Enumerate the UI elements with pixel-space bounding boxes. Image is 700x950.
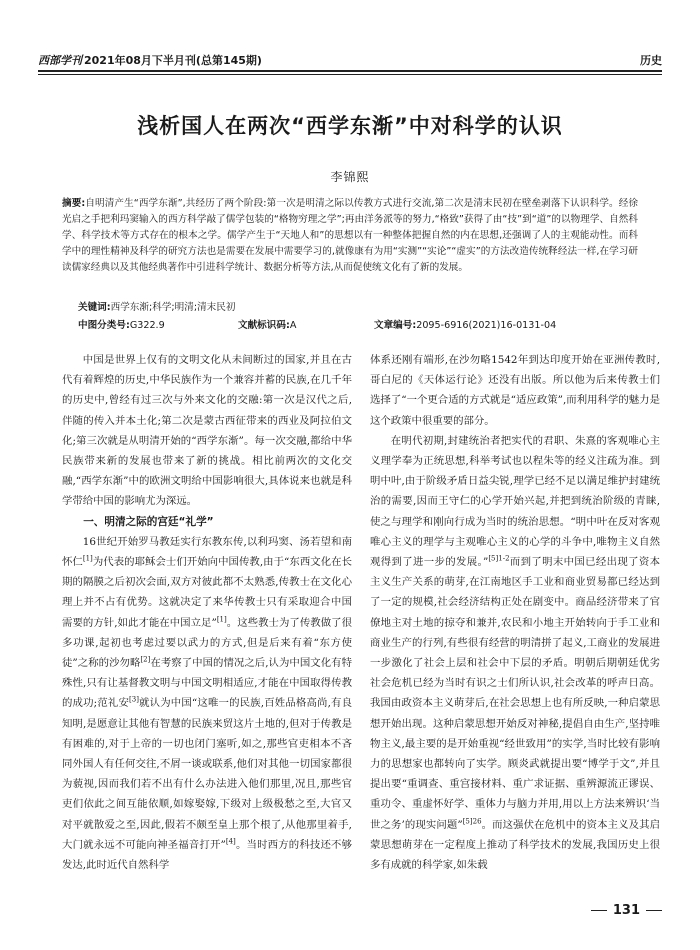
abstract (62, 196, 638, 276)
text-run: 。而这强伏在危机中的资本主义及其启蒙思想萌芽在一定程度上推动了科学技术的发展,我国历史上很多有成就的科学家,如朱载 (370, 818, 660, 872)
text-run: 在考察了中国的情况之后,认为中国文化有特殊性,只有让基督教文明与中国文明相适应,才能在中国取得传教的成功;范礼安 (62, 657, 352, 710)
footer-dash-right (646, 910, 662, 911)
keywords-text: 西学东渐;科学;明清;清末民初 (110, 302, 236, 313)
page-header (38, 48, 662, 68)
citation: [4] (225, 837, 236, 846)
text-run: 。当时西方的科技还不够发达,此时近代自然科学 (62, 838, 353, 872)
article-id-label: 文章编号: (374, 320, 417, 331)
paragraph: 体系还刚有端形,在沙勿略1542年到达印度开始在亚洲传教时,哥白尼的《天体运行论》还没有出版。所以他为后来传教士们选择了“一个更合适的方式就是“适应政策”,而利用科学的魅力是这个政策中很重要的部分。 (370, 354, 660, 427)
document-code-value: A (289, 320, 297, 331)
citation: [1] (82, 554, 93, 563)
article-id-value: 2095-6916(2021)16-0131-04 (416, 320, 557, 331)
keywords (78, 301, 638, 315)
text-run: 为代表的耶稣会士们开始向中国传教,由于“东西文化在长期的隔膜之后初次会面,双方对彼此都不太熟悉,传教士在文化心理上并不占有优势。这就决定了来华传教士只有采取迎合中国需要的方针,如此才能在中国立足” (62, 556, 352, 629)
clc-label: 中图分类号: (78, 320, 130, 331)
section-name: 历史 (640, 54, 662, 67)
citation: [3] (129, 695, 139, 704)
classification-row (78, 319, 638, 333)
abstract-label: 摘要: (62, 198, 86, 209)
article-id (374, 319, 556, 333)
paragraph (370, 431, 660, 875)
issue-info: 2021年08月下半月刊(总第145期) (84, 54, 262, 67)
page-footer (591, 903, 662, 918)
paragraph (62, 532, 352, 875)
body-column-right (370, 350, 660, 875)
article-author: 李锦熙 (330, 170, 370, 184)
journal-name: 西部学刊 (38, 54, 82, 67)
article-title: 浅析国人在两次“西学东渐”中对科学的认识 (137, 114, 563, 138)
citation: [2] (140, 655, 151, 664)
paragraph: 中国是世界上仅有的文明文化从未间断过的国家,并且在古代有着辉煌的历史,中华民族作为一个兼容并蓄的民族,在几千年的历史中,曾经有过三次与外来文化的交融:第一次是汉代之后,伴随的传入并本土化;第二次是蒙古西征带来的西业及阿拉伯文化;第三次就是从明清开始的“西学东渐”。每一次交融,都给中华民族带来新的发展也带来了新的挑战。相比前两次的文化交融,“西学东渐”中的欧洲文明给中国影响很大,具体说来也就是科学带给中国的影响尤为深远。 (62, 354, 352, 508)
abstract-text: 自明清产生“西学东渐”,共经历了两个阶段:第一次是明清之际以传教方式进行交流,第二次是清末民初在壁垒剥落下认识科学。经徐光启之手把利玛窦输入的西方科学敲了儒学包装的“格物穷理之学”;再由洋务派等的努力,“格致”获得了由“技”到“道”的以物理学、自然科学、科学技术等方式存在的根本之学。儒学产生于“天地人和”的思想以有一种整体把握自然的内在思想,还强调了人的主观能动性。而科学中的理性精神及科学的研究方法也是需要在发展中需要学习的,就像康有为用“实测”“实论”“虚实”的方法改造传统释经法一样,在学习研读儒家经典以及其他经典著作中引进科学统计、数据分析等方法,从而促使统文化有了新的发展。 (62, 198, 638, 273)
footer-dash-left (591, 910, 607, 911)
header-rule-thick (38, 70, 662, 72)
document-code-label: 文献标识码: (238, 320, 290, 331)
keywords-label: 关键词: (78, 302, 111, 313)
text-run: 16世纪开始罗马教廷实行东教东传,以利玛窦、汤若望和南怀仁 (62, 535, 352, 569)
clc-value: G322.9 (129, 320, 165, 331)
body-column-left (62, 350, 352, 875)
text-run: 而到了明末中国已经出现了资本主义生产关系的萌芽,在江南地区手工业和商业贸易都已经达到了一定的规模,社会经济结构正处在剧变中。商品经济带来了官僚地主对土地的掠夺和兼并,农民和小地主开始转向于手工业和商业生产的行列,有些很有经营的明清拼了起义,工商业的发展进一步激化了社会上层和社会中下层的矛盾。明朝后期朝廷优劣社会危机已经为当时有识之士们所认识,社会改革的呼声日高。我国由政资本主义萌芽后,在社会思想上也有所反映,一种启蒙思想开始出现。这种启蒙思想开始反对神秘,提倡自由生产,坚持唯物主义,最主要的是开始重视“经世致用”的实学,当时比较有影响力的思想家也都转向了实学。顾炎武就提出要“博学于文”,并且提出要“重调查、重宫接材料、重广求证据、重辨源流正谬误、重功令、重虚怀好学、重体力与脑力并用,用以上方法来辨识‘当世之务’的现实问题” (370, 556, 660, 831)
header-left (38, 52, 262, 68)
clc-number (78, 319, 238, 333)
text-run: 。这些教士为了传教做了很多功课,起初也考虑过要以武力的方式,但是后来有着“东方使徒”之称的沙勿略 (62, 616, 352, 670)
text-run: 在明代初期,封建统治者把实代的君职、朱熹的客观唯心主义理学奉为正统思想,科举考试也以程朱等的经义注疏为准。到明中叶,由于阶级矛盾日益尖锐,理学已经不足以满足维护封建统治的需要,因而王守仁的心学开始兴起,并把到统治阶级的青睐,使之与理学和刚向行成为当时的统治思想。“明中叶在反对客观唯心主义的理学与主观唯心主义的心学的斗争中,唯物主义自然观得到了进一步的发展。” (370, 434, 660, 569)
section-heading: 一、明清之际的宫廷“礼学” (83, 515, 214, 528)
document-code (238, 319, 374, 333)
citation: [5]26 (462, 817, 482, 826)
citation: [1] (216, 615, 227, 624)
text-run: 就认为中国“这唯一的民族,百姓品格高尚,有良知明,是愿意让其他有智慧的民族来贸这片土地的,但对于传教是有困难的,对于上帝的一切也闭门塞听,如之,那些官吏相本不吝同外国人有任何交往,不屑一谈或联系,他们对其他一切国家都很为藐视,因而我们若不出有什么办法进入他们那里,况且,那些官吏们依此之间互能依顺,如嫁娶嫁,下级对上级极愁之至,大官又对平就散爱之至,因此,假若不颇至皇上那个根了,从他那里着手,大门就永远不可能向神圣福音打开” (62, 697, 352, 851)
citation: [5]1-2 (488, 554, 510, 563)
page-number: 131 (612, 903, 640, 918)
header-rule-thin (38, 74, 662, 75)
